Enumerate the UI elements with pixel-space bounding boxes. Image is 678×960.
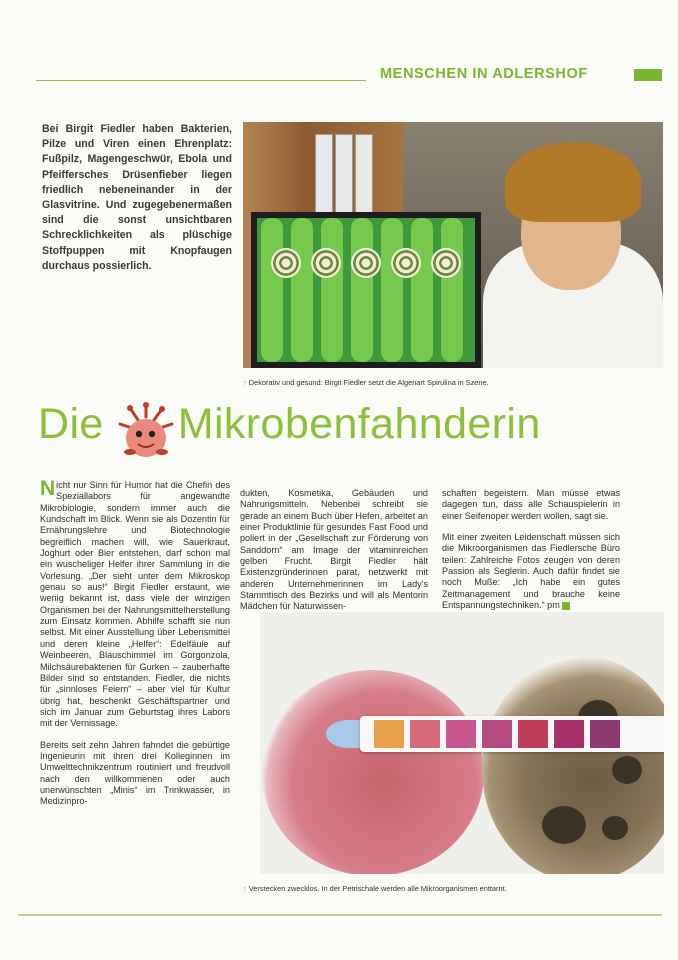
article-title xyxy=(38,398,541,450)
col3-paragraph-2: Mit einer zweiten Leidenschaft müssen sich die Mikroorganismen das Fiedlersche Büro teilen: Zahlreiche Fotos zeugen von deren Passion als Seglerin. Auch dafür findet sie noch Muße: „Ich habe ein gutes Zeitmanagement und brauche keine Entspannungstechniken.“ xyxy=(442,532,620,611)
caption-arrow-icon: ↑ xyxy=(243,884,249,893)
photo-caption xyxy=(243,378,489,387)
spirulina-screen xyxy=(257,218,475,362)
end-mark-icon xyxy=(562,602,570,610)
col1-paragraph-1: icht nur Sinn für Humor hat die Chefin des Speziallabors für angewandte Mikrobiologie, sondern immer auch die Kundschaft im Blick. Wenn sie als Dozentin für Ernährungslehre und Biotechnologie begreiflich machen will, wie Sauerkraut, Joghurt oder Bier entstehen, darf schon mal ein wuscheliger Helfer ihrer Sammlung in die Vorlesung. „Der sieht unter dem Mikroskop genau so aus!“ Birgit Fiedler erstaunt, wie wenig bekannt ist, dass viele der winzigen Organismen bei der Nahrungsmittelherstellung zum Einsatz kommen. Abhilfe schafft sie nun selbst. Mit einer Ausstellung über Lebensmittel und deren kleine „Helfer“: Edelfäule auf Weinbeeren, Blauschimmel im Gorgonzola, Milchsäurebakterien für Gurken – zauberhafte Bilder sind so entstanden. Fiedler, die nichts für „sinnloses Feiern“ – aber viel für Kultur übrig hat, beschenkt Geschäftspartner und sich im Januar zum Geburtstag ihres Labors mit der Vernissage. xyxy=(40,480,230,729)
petri-caption-text: Verstecken zwecklos. In der Petrischale werden alle Mikroorganismen enttarnt. xyxy=(248,884,507,893)
microbe-plush-icon xyxy=(116,402,176,462)
person-hair xyxy=(505,142,641,222)
header-rule xyxy=(36,80,366,81)
article-column-1 xyxy=(40,477,230,818)
photo-caption-text: Dekorativ und gesund: Birgit Fiedler setzt die Algenart Spirulina in Szene. xyxy=(248,378,489,387)
monitor xyxy=(251,212,481,368)
drop-cap: N xyxy=(40,477,56,500)
col1-paragraph-2: Bereits seit zehn Jahren fahndet die gebürtige Ingenieurin mit ihren drei Kolleginnen im Umwelttechnikzentrum routiniert und freudvoll nach den willkommenen oder auch unerwünschten „Minis“ im Trinkwasser, in Medizinpro- xyxy=(40,739,230,807)
article-column-2 xyxy=(240,488,428,623)
intro-text: Bei Birgit Fiedler haben Bakterien, Pilze und Viren einen Ehrenplatz: Fußpilz, Magengeschwür, Ebola und Pfeiffersches Drüsenfieber liegen friedlich nebeneinander in der Glasvitrine. Und zugegebenermaßen sind die sonst unsichtbaren Schrecklichkeiten als plüschige Stoffpuppen mit Knopfaugen durchaus possierlich. xyxy=(42,123,232,272)
caption-arrow-icon: ↑ xyxy=(243,378,249,387)
pink-petri-dish xyxy=(262,670,484,874)
col2-paragraph-1: dukten, Kosmetika, Gebäuden und Nahrungsmitteln. Nebenbei schreibt sie gerade an einem Buch über Hefen, arbeitet an einer Produktlinie für gesundes Fast Food und poliert in der „Gesellschaft zur Förderung von Sanddorn“ am Image der vitaminreichen gelben Frucht. Birgit Fiedler hält Existenzgründerinnen parat, netzwerkt mit anderen Unternehmerinnen im Lady's Stammtisch des Bezirks und will als Mentorin Mädchen für Naturwissen- xyxy=(240,488,428,612)
test-stick xyxy=(360,716,664,752)
author-signature: pm xyxy=(547,600,560,611)
section-title: MENSCHEN IN ADLERSHOF xyxy=(380,66,588,82)
petri-dish-photo xyxy=(260,612,664,874)
footer-rule xyxy=(18,914,662,916)
col3-paragraph-1: schaften begeistern. Man müsse etwas dagegen tun, dass alle Schauspielerin in einer Seifenoper werden wollen, sagt sie. xyxy=(442,488,620,521)
petri-caption xyxy=(243,884,507,893)
title-part2: Mikrobenfahnderin xyxy=(177,400,541,448)
brown-petri-dish xyxy=(482,656,664,874)
title-part1: Die xyxy=(38,400,104,448)
portrait-photo xyxy=(243,122,663,368)
article-column-3 xyxy=(442,488,620,621)
header-accent-box xyxy=(634,69,662,81)
